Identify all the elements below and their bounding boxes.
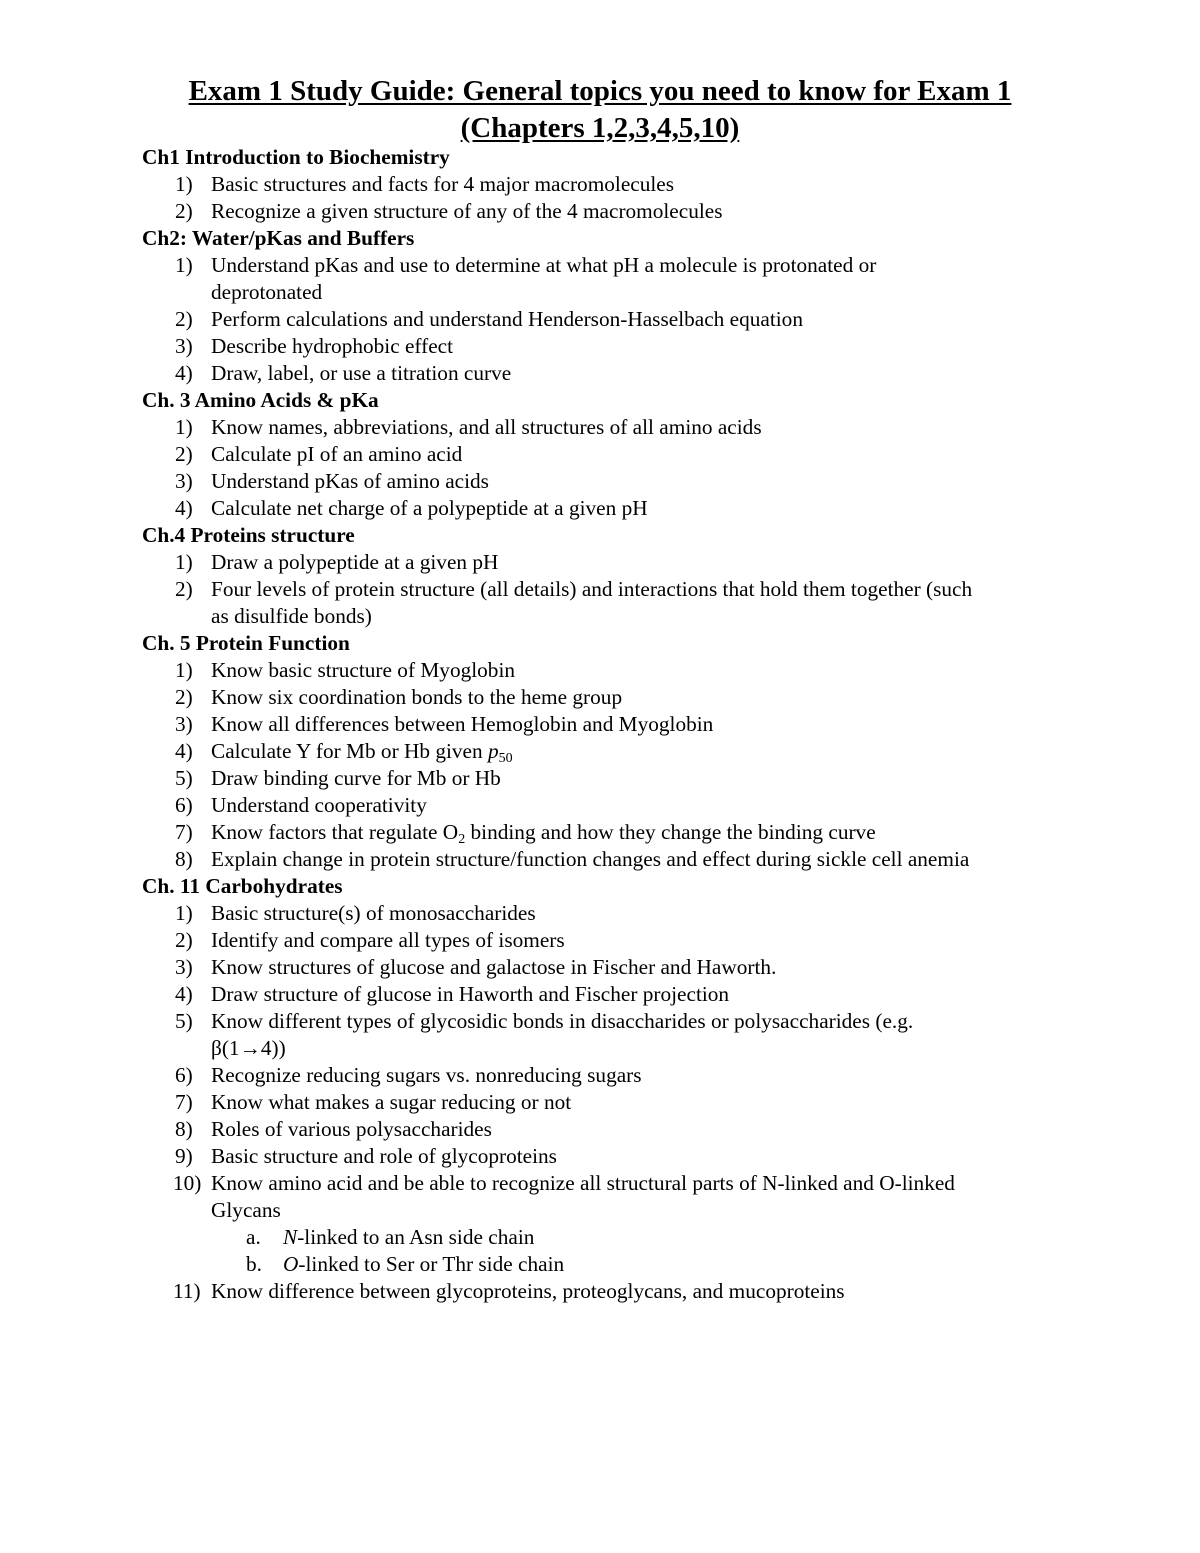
item-number: 1)	[175, 901, 193, 925]
item-text: Perform calculations and understand Henderson-Hasselbach equation	[211, 307, 803, 331]
list-item	[142, 765, 1142, 792]
item-number: 2)	[175, 199, 193, 223]
item-text-continued: deprotonated	[211, 280, 323, 304]
item-text: Know amino acid and be able to recognize all structural parts of N-linked and O-linked	[211, 1171, 955, 1195]
chapter-heading: Ch2: Water/pKas and Buffers	[142, 226, 415, 250]
list-item-continuation	[142, 603, 1142, 630]
item-text-continued: Glycans	[211, 1198, 281, 1222]
item-text-post: binding and how they change the binding curve	[465, 820, 876, 844]
item-text: Know basic structure of Myoglobin	[211, 658, 516, 682]
item-text: Know names, abbreviations, and all structures of all amino acids	[211, 415, 762, 439]
list-item	[142, 360, 1142, 387]
item-number: 3)	[175, 334, 193, 358]
item-number: 4)	[175, 496, 193, 520]
list-item	[142, 927, 1142, 954]
item-text: Draw, label, or use a titration curve	[211, 361, 512, 385]
list-item-continuation	[142, 1035, 1142, 1062]
item-text: Understand pKas and use to determine at what pH a molecule is protonated or	[211, 253, 877, 277]
item-text: Basic structure and role of glycoproteins	[211, 1144, 557, 1168]
item-number: 8)	[175, 1117, 193, 1141]
list-item	[142, 954, 1142, 981]
item-number: 4)	[175, 982, 193, 1006]
item-text: Recognize a given structure of any of the 4 macromolecules	[211, 199, 723, 223]
item-number: 2)	[175, 928, 193, 952]
item-number: 1)	[175, 658, 193, 682]
item-number: 6)	[175, 793, 193, 817]
sub-item-lead: O	[283, 1252, 299, 1276]
item-number: 7)	[175, 1090, 193, 1114]
item-number: 3)	[175, 469, 193, 493]
variable-p: p	[487, 739, 499, 763]
list-item-continuation	[142, 279, 1142, 306]
item-number: 5)	[175, 766, 193, 790]
document-title-line-2: (Chapters 1,2,3,4,5,10)	[460, 112, 740, 144]
item-number: 8)	[175, 847, 193, 871]
item-number: 2)	[175, 685, 193, 709]
item-text: Recognize reducing sugars vs. nonreducing sugars	[211, 1063, 642, 1087]
sub-item-lead: N	[283, 1225, 298, 1249]
list-item	[142, 306, 1142, 333]
item-number: 1)	[175, 550, 193, 574]
item-text: Explain change in protein structure/function changes and effect during sickle cell anemia	[211, 847, 970, 871]
list-item	[142, 495, 1142, 522]
item-number: 5)	[175, 1009, 193, 1033]
item-text: Know six coordination bonds to the heme group	[211, 685, 623, 709]
list-item	[142, 414, 1142, 441]
list-item	[142, 1143, 1142, 1170]
list-item	[142, 1278, 1142, 1305]
list-item	[142, 738, 1142, 765]
item-text: Know factors that regulate O	[211, 820, 459, 844]
item-text: Identify and compare all types of isomers	[211, 928, 565, 952]
item-number: 10)	[173, 1171, 202, 1195]
item-text: Know structures of glucose and galactose in Fischer and Haworth.	[211, 955, 777, 979]
list-item	[142, 1116, 1142, 1143]
item-number: 3)	[175, 712, 193, 736]
list-item-continuation	[142, 1197, 1142, 1224]
study-guide-body	[142, 144, 1142, 1305]
item-text-continued: as disulfide bonds)	[211, 604, 372, 628]
list-item	[142, 549, 1142, 576]
beta-linkage-suffix: 4))	[260, 1036, 286, 1060]
list-item	[142, 846, 1142, 873]
item-text: Calculate net charge of a polypeptide at a given pH	[211, 496, 648, 520]
chapter-heading: Ch. 5 Protein Function	[142, 631, 350, 655]
sub-item-text: -linked to Ser or Thr side chain	[298, 1252, 565, 1276]
item-text: Know difference between glycoproteins, proteoglycans, and mucoproteins	[211, 1279, 845, 1303]
variable-subscript: 50	[498, 751, 513, 766]
list-item	[142, 1008, 1142, 1035]
list-item	[142, 900, 1142, 927]
sub-item-letter: b.	[246, 1252, 262, 1276]
list-item	[142, 711, 1142, 738]
document-title-line-1: Exam 1 Study Guide: General topics you need to know for Exam 1	[188, 75, 1012, 107]
chapter-heading: Ch. 3 Amino Acids & pKa	[142, 388, 379, 412]
sub-item-letter: a.	[246, 1225, 261, 1249]
item-number: 2)	[175, 442, 193, 466]
list-item	[142, 252, 1142, 279]
chemical-subscript: 2	[458, 832, 466, 847]
sub-list-item	[142, 1224, 1142, 1251]
item-text: Know what makes a sugar reducing or not	[211, 1090, 572, 1114]
list-item	[142, 333, 1142, 360]
item-text: Basic structure(s) of monosaccharides	[211, 901, 536, 925]
item-text: Draw binding curve for Mb or Hb	[211, 766, 501, 790]
list-item	[142, 684, 1142, 711]
item-text: Roles of various polysaccharides	[211, 1117, 492, 1141]
list-item	[142, 576, 1142, 603]
list-item	[142, 1089, 1142, 1116]
item-number: 7)	[175, 820, 193, 844]
item-text: Know different types of glycosidic bonds in disaccharides or polysaccharides (e.g.	[211, 1009, 914, 1033]
beta-linkage-prefix: β(1	[211, 1036, 240, 1060]
chapter-heading: Ch1 Introduction to Biochemistry	[142, 145, 450, 169]
sub-item-text: -linked to an Asn side chain	[297, 1225, 535, 1249]
item-text: Calculate Y for Mb or Hb given	[211, 739, 488, 763]
item-number: 6)	[175, 1063, 193, 1087]
item-number: 11)	[173, 1279, 201, 1303]
item-number: 2)	[175, 307, 193, 331]
list-item	[142, 657, 1142, 684]
item-number: 4)	[175, 739, 193, 763]
item-number: 1)	[175, 253, 193, 277]
item-number: 1)	[175, 415, 193, 439]
item-number: 4)	[175, 361, 193, 385]
item-text: Calculate pI of an amino acid	[211, 442, 463, 466]
item-number: 1)	[175, 172, 193, 196]
item-text: Understand cooperativity	[211, 793, 427, 817]
list-item	[142, 1170, 1142, 1197]
list-item	[142, 468, 1142, 495]
sub-list-item	[142, 1251, 1142, 1278]
list-item	[142, 981, 1142, 1008]
right-arrow-icon: →	[239, 1036, 261, 1060]
item-text: Draw structure of glucose in Haworth and Fischer projection	[211, 982, 730, 1006]
item-number: 3)	[175, 955, 193, 979]
list-item	[142, 171, 1142, 198]
list-item	[142, 441, 1142, 468]
list-item	[142, 792, 1142, 819]
list-item	[142, 1062, 1142, 1089]
item-text: Four levels of protein structure (all details) and interactions that hold them together (such	[211, 577, 973, 601]
item-text: Describe hydrophobic effect	[211, 334, 454, 358]
list-item	[142, 198, 1142, 225]
item-text: Draw a polypeptide at a given pH	[211, 550, 499, 574]
item-text: Understand pKas of amino acids	[211, 469, 489, 493]
chapter-heading: Ch. 11 Carbohydrates	[142, 874, 343, 898]
list-item	[142, 819, 1142, 846]
chapter-heading: Ch.4 Proteins structure	[142, 523, 355, 547]
item-number: 9)	[175, 1144, 193, 1168]
item-text: Know all differences between Hemoglobin and Myoglobin	[211, 712, 714, 736]
item-number: 2)	[175, 577, 193, 601]
item-text: Basic structures and facts for 4 major macromolecules	[211, 172, 675, 196]
